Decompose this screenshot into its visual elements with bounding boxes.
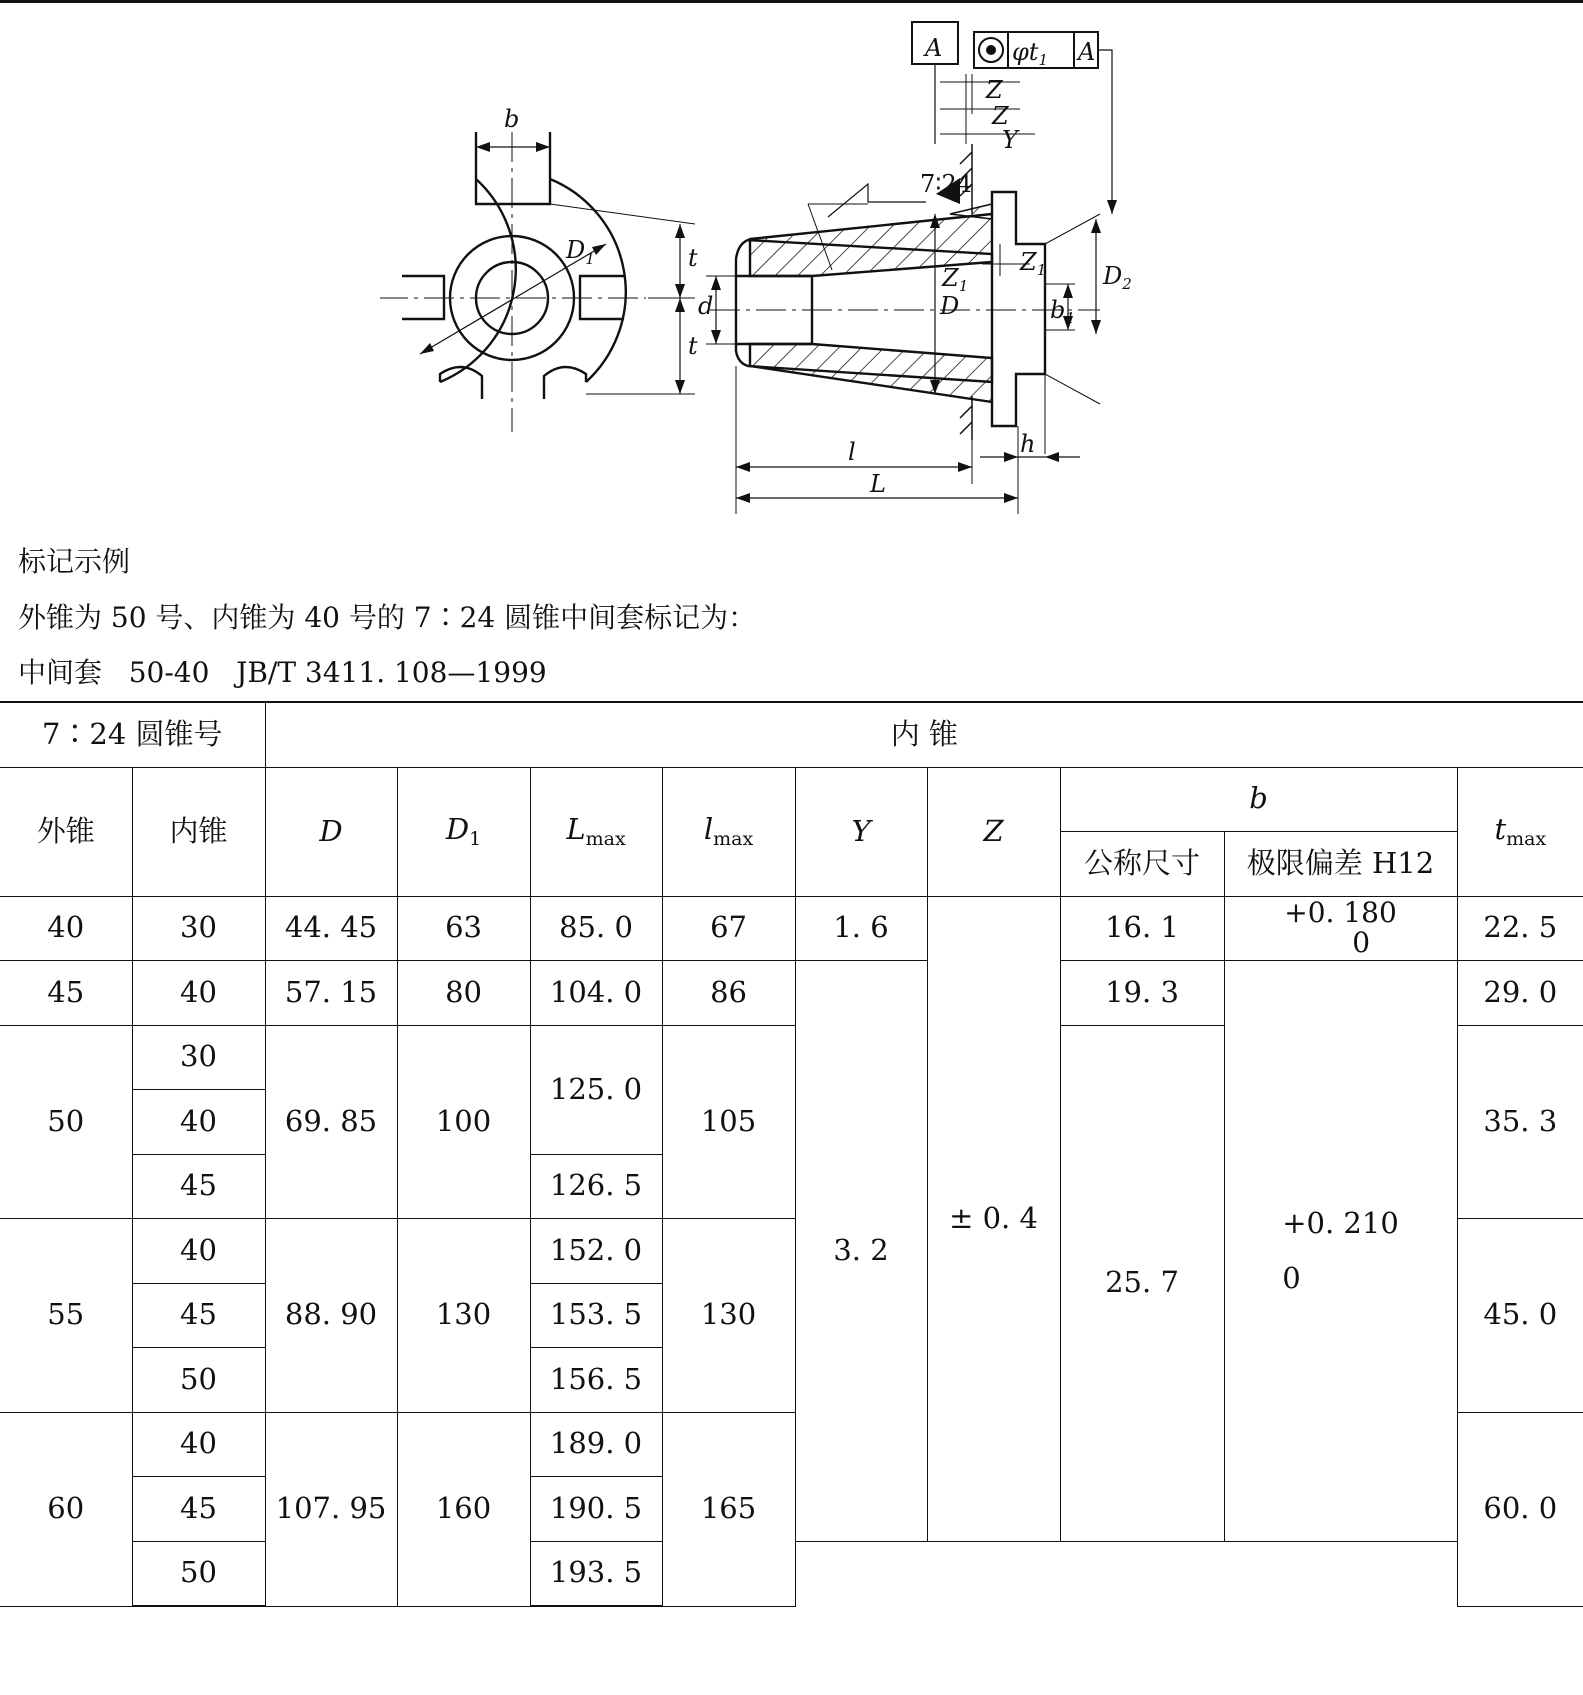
cell-Lmax: 156. 5 — [530, 1348, 662, 1413]
label-Y: Y — [1002, 126, 1018, 154]
cell-inner-cone: 40 — [132, 1219, 265, 1284]
marking-example-description: 外锥为 50 号、内锥为 40 号的 7∶24 圆锥中间套标记为： — [18, 601, 757, 634]
tol-upper: +0. 180 — [1284, 896, 1397, 930]
technical-drawing — [380, 14, 1180, 514]
cell-inner-cone: 45 — [132, 1154, 265, 1219]
label-Z1-right: $Z_1$ — [1020, 248, 1047, 279]
section-view — [706, 22, 1117, 514]
cell-b-tolerance — [1224, 896, 1457, 961]
header-b-nominal: 公称尺寸 — [1060, 832, 1224, 897]
cell-Z: ± 0. 4 — [927, 896, 1060, 1541]
header-cone-number: 7∶24 圆锥号 — [0, 702, 265, 767]
spec-table — [0, 701, 1583, 1607]
header-row-1 — [0, 702, 1583, 767]
end-view — [380, 132, 695, 432]
header-D1: $D_1$ — [397, 767, 530, 896]
cell-lmax: 130 — [662, 1219, 795, 1413]
drawing-svg — [380, 14, 1180, 514]
table-row — [0, 896, 1583, 961]
cell-lmax: 105 — [662, 1025, 795, 1219]
cell-D1: 63 — [397, 896, 530, 961]
header-b: b — [1060, 767, 1457, 832]
header-Y: Y — [795, 767, 927, 896]
cell-inner-cone: 40 — [132, 1090, 265, 1155]
cell-Y: 1. 6 — [795, 896, 927, 961]
cell-inner-cone: 40 — [132, 961, 265, 1026]
cell-D1: 160 — [397, 1412, 530, 1606]
cell-Lmax: 189. 0 — [530, 1412, 662, 1477]
header-Z: Z — [927, 767, 1060, 896]
cell-outer-cone: 40 — [0, 896, 132, 961]
cell-Lmax: 104. 0 — [530, 961, 662, 1026]
label-Z1-left: $Z_1$ — [942, 264, 969, 295]
cell-tmax: 60. 0 — [1457, 1412, 1583, 1606]
cell-lmax: 165 — [662, 1412, 795, 1606]
cell-inner-cone: 50 — [132, 1541, 265, 1606]
cell-D: 107. 95 — [265, 1412, 397, 1606]
concentricity-symbol-icon — [979, 38, 1003, 62]
cell-Lmax: 126. 5 — [530, 1154, 662, 1219]
cell-D1: 80 — [397, 961, 530, 1026]
cell-inner-cone: 45 — [132, 1477, 265, 1542]
cell-inner-cone: 50 — [132, 1348, 265, 1413]
label-D2: $D_2$ — [1103, 262, 1132, 293]
cell-D: 88. 90 — [265, 1219, 397, 1413]
label-D: D — [940, 292, 960, 320]
header-outer-cone: 外锥 — [0, 767, 132, 896]
cell-tmax: 35. 3 — [1457, 1025, 1583, 1219]
label-frame-A: A — [1078, 38, 1096, 66]
header-inner-cone-group: 内 锥 — [265, 702, 1583, 767]
cell-outer-cone: 45 — [0, 961, 132, 1026]
label-t-lower: t — [688, 332, 698, 360]
marking-designation: 中间套 50-40 JB/T 3411. 108—1999 — [18, 656, 547, 689]
cell-tmax: 22. 5 — [1457, 896, 1583, 961]
header-inner-cone: 内锥 — [132, 767, 265, 896]
cell-D: 69. 85 — [265, 1025, 397, 1219]
header-tmax: $t_{max}$ — [1457, 767, 1583, 896]
label-L: L — [870, 470, 886, 498]
label-D1: $D_1$ — [566, 236, 595, 268]
marking-example-heading: 标记示例 — [18, 545, 131, 578]
top-rule — [0, 0, 1583, 3]
cell-Lmax: 193. 5 — [530, 1541, 662, 1606]
cell-Y: 3. 2 — [795, 961, 927, 1542]
cell-D1: 130 — [397, 1219, 530, 1413]
header-row-2 — [0, 767, 1583, 832]
cell-D: 44. 45 — [265, 896, 397, 961]
cell-outer-cone: 55 — [0, 1219, 132, 1413]
cell-inner-cone: 40 — [132, 1412, 265, 1477]
label-Z-mid: Z — [992, 102, 1009, 130]
label-t-upper: t — [688, 244, 698, 272]
label-h: h — [1020, 430, 1036, 458]
header-lmax: $l_{max}$ — [662, 767, 795, 896]
cell-Lmax: 153. 5 — [530, 1283, 662, 1348]
cell-inner-cone: 30 — [132, 1025, 265, 1090]
cell-Lmax: 190. 5 — [530, 1477, 662, 1542]
header-D: D — [265, 767, 397, 896]
label-d: d — [698, 292, 714, 320]
tol-upper: +0. 210 — [1282, 1205, 1399, 1240]
cell-Lmax: 125. 0 — [530, 1025, 662, 1154]
cell-outer-cone: 60 — [0, 1412, 132, 1606]
tol-lower: 0 — [1282, 1260, 1301, 1295]
cell-Lmax: 152. 0 — [530, 1219, 662, 1284]
tol-lower: 0 — [1352, 925, 1371, 959]
cell-tmax: 29. 0 — [1457, 961, 1583, 1026]
label-taper-ratio: 7∶24 — [920, 170, 973, 198]
cell-lmax: 86 — [662, 961, 795, 1026]
label-l: l — [848, 438, 856, 466]
header-Lmax: $L_{max}$ — [530, 767, 662, 896]
label-b1: $b_1$ — [1050, 296, 1075, 327]
cell-inner-cone: 45 — [132, 1283, 265, 1348]
label-b: b — [504, 105, 520, 133]
cell-D1: 100 — [397, 1025, 530, 1219]
cell-inner-cone: 30 — [132, 896, 265, 961]
cell-Lmax: 85. 0 — [530, 896, 662, 961]
cell-lmax: 67 — [662, 896, 795, 961]
cell-b-tolerance — [1224, 961, 1457, 1542]
label-datum-A: A — [925, 34, 943, 62]
cell-tmax: 45. 0 — [1457, 1219, 1583, 1413]
cell-b-nominal: 19. 3 — [1060, 961, 1224, 1026]
header-b-tolerance: 极限偏差 H12 — [1224, 832, 1457, 897]
cell-b-nominal: 16. 1 — [1060, 896, 1224, 961]
cell-D: 57. 15 — [265, 961, 397, 1026]
cell-b-nominal: 25. 7 — [1060, 1025, 1224, 1541]
cell-outer-cone: 50 — [0, 1025, 132, 1219]
label-Z-top: Z — [986, 76, 1003, 104]
label-frame-phi-t1: $\varphi t_1$ — [1012, 38, 1048, 69]
